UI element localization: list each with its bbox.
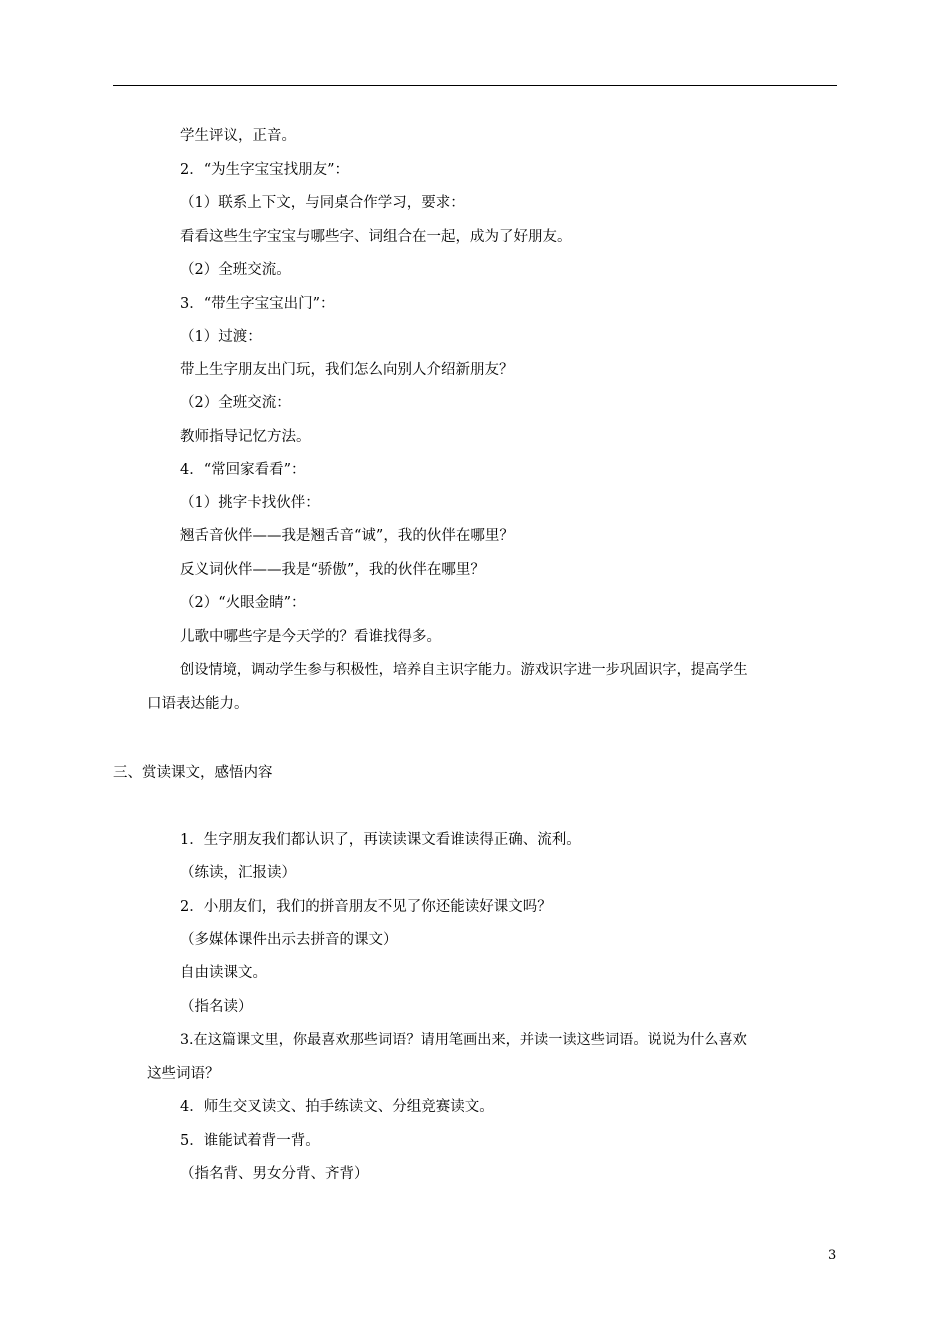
text-line: 创设情境，调动学生参与积极性，培养自主识字能力。游戏识字进一步巩固识字，提高学生 <box>180 662 748 678</box>
header-rule <box>113 85 837 86</box>
text-line: 4．“常回家看看”： <box>180 462 306 478</box>
text-line: 带上生字朋友出门玩，我们怎么向别人介绍新朋友？ <box>180 362 514 378</box>
text-line: 反义词伙伴——我是“骄傲”，我的伙伴在哪里？ <box>180 562 485 578</box>
text-line: 3．“带生字宝宝出门”： <box>180 296 335 312</box>
page-number: 3 <box>828 1248 837 1263</box>
text-line: 这些词语？ <box>147 1066 220 1082</box>
text-line: 2．小朋友们，我们的拼音朋友不见了你还能读好课文吗？ <box>180 899 552 915</box>
text-line: （1）挑字卡找伙伴： <box>180 495 320 511</box>
text-line: （2）全班交流。 <box>180 262 291 278</box>
text-line: 翘舌音伙伴——我是翘舌音“诚”，我的伙伴在哪里？ <box>180 528 514 544</box>
text-line: （指名背、男女分背、齐背） <box>180 1166 369 1182</box>
text-line: （1）过渡： <box>180 329 262 345</box>
text-line: 3.在这篇课文里，你最喜欢那些词语？请用笔画出来，并读一读这些词语。说说为什么喜欢 <box>180 1032 747 1048</box>
text-line: 1．生字朋友我们都认识了，再读读课文看谁读得正确、流利。 <box>180 832 581 848</box>
text-line: 学生评议，正音。 <box>180 128 296 144</box>
text-line: （练读，汇报读） <box>180 865 296 881</box>
text-line: （2）全班交流： <box>180 395 291 411</box>
text-line: 口语表达能力。 <box>147 696 249 712</box>
text-line: 4．师生交叉读文、拍手练读文、分组竞赛读文。 <box>180 1099 494 1115</box>
text-line: 教师指导记忆方法。 <box>180 429 311 445</box>
text-line: 2．“为生字宝宝找朋友”： <box>180 162 350 178</box>
text-line: （1）联系上下文，与同桌合作学习，要求： <box>180 195 465 211</box>
section-heading: 三、赏读课文，感悟内容 <box>113 765 273 781</box>
text-line: （2）“火眼金睛”： <box>180 595 306 611</box>
text-line: 看看这些生字宝宝与哪些字、词组合在一起，成为了好朋友。 <box>180 229 572 245</box>
text-line: （多媒体课件出示去拼音的课文） <box>180 932 398 948</box>
text-line: 儿歌中哪些字是今天学的？看谁找得多。 <box>180 629 441 645</box>
text-line: 5．谁能试着背一背。 <box>180 1133 320 1149</box>
text-line: 自由读课文。 <box>180 965 267 981</box>
text-line: （指名读） <box>180 999 253 1015</box>
